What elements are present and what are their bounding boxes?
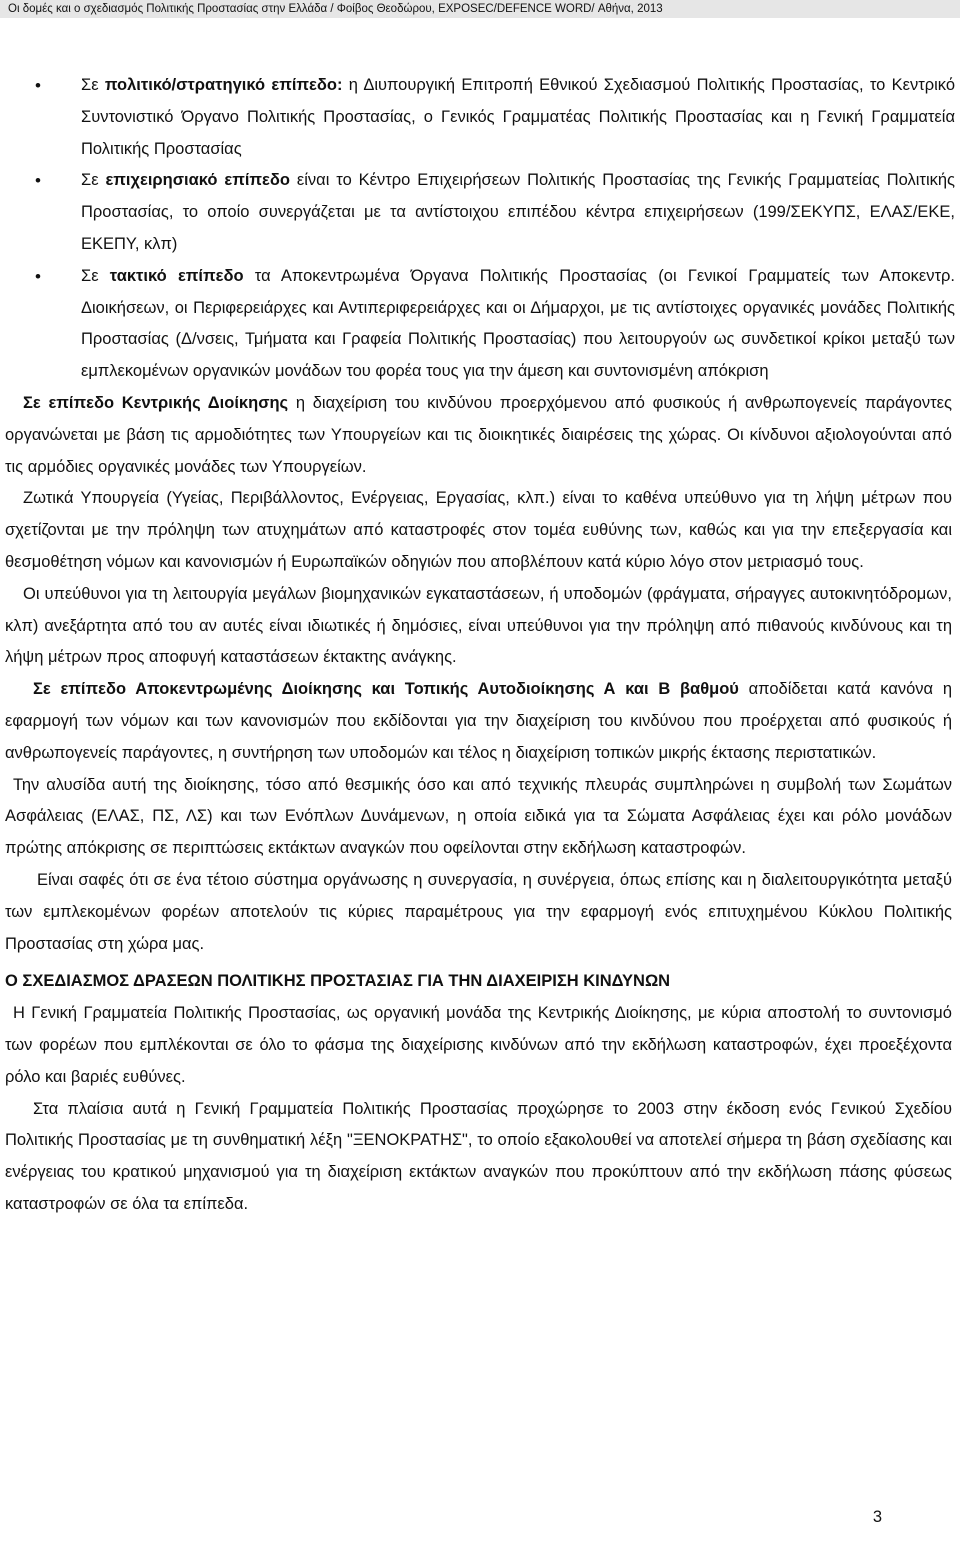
paragraph-cooperation: Είναι σαφές ότι σε ένα τέτοιο σύστημα οργάνωσης η συνεργασία, η συνέργεια, όπως επίσης και η διαλειτουργικότητα μεταξύ των εμπλεκομένων φορέων αποτελούν τις κύριες παραμέτρους για την εφαρμογή ενός επιτυχημένου Κύκλου Πολιτικής Προστασίας στη χώρα μας.: [5, 870, 952, 953]
running-header: Οι δομές και ο σχεδιασμός Πολιτικής Προστασίας στην Ελλάδα / Φοίβος Θεοδώρου, EXPOSEC/DEFENCE WORD/ Αθήνα, 2013: [0, 0, 960, 18]
section-heading: Ο ΣΧΕΔΙΑΣΜΟΣ ΔΡΑΣΕΩΝ ΠΟΛΙΤΙΚΗΣ ΠΡΟΣΤΑΣΙΑΣ ΓΙΑ ΤΗΝ ΔΙΑΧΕΙΡΙΣΗ ΚΙΝΔΥΝΩΝ: [5, 972, 671, 991]
levels-list: [0, 70, 960, 388]
list-item-strategic: • Σε πολιτικό/στρατηγικό επίπεδο: η Διυπουργική Επιτροπή Εθνικού Σχεδιασμού Πολιτικής Προστασίας, το Κεντρικό Συντονιστικό Όργανο Πολιτικής Προστασίας, ο Γενικός Γραμματέας Πολιτικής Προστασίας και η Γενική Γραμματεία Πολιτικής Προστασίας: [81, 70, 955, 165]
paragraph-command-chain: Την αλυσίδα αυτή της διοίκησης, τόσο από θεσμικής όσο και από τεχνικής πλευράς συμπληρώνει η συμβολή των Σωμάτων Ασφάλειας (ΕΛΑΣ, ΠΣ, ΛΣ) και των Ενόπλων Δυνάμενων, η οποία ειδικά για τα Σώματα Ασφάλειας έχει και ρόλο μονάδων πρώτης απόκρισης σε περιπτώσεις εκτάκτων αναγκών που οφείλονται στην εκδήλωση καταστροφών.: [5, 775, 952, 858]
paragraph-local-administration: Σε επίπεδο Αποκεντρωμένης Διοίκησης και Τοπικής Αυτοδιοίκησης Α και Β βαθμού αποδίδεται κατά κανόνα η εφαρμογή των νόμων και των κανονισμών που εκδίδονται για την διαχείριση του κινδύνου που προέρχεται από φυσικούς ή ανθρωπογενείς παράγοντες, η συντήρηση των υποδομών και τέλος η διαχείριση τοπικών μικρής έκτασης περιστατικών.: [5, 680, 952, 762]
list-item-tactical: • Σε τακτικό επίπεδο τα Αποκεντρωμένα Όργανα Πολιτικής Προστασίας (οι Γενικοί Γραμματείς των Αποκεντρ. Διοικήσεων, οι Περιφερειάρχες και Αντιπεριφερειάρχες και οι Δήμαρχοι, με τις αντίστοιχες οργανικές μονάδες Πολιτικής Προστασίας (Δ/νσεις, Τμήματα και Γραφεία Πολιτικής Προστασίας) που λειτουργούν ως συνδετικοί κρίκοι μεταξύ των εμπλεκομένων οργανικών μονάδων του φορέα τους για την άμεση και συντονισμένη απόκριση: [81, 261, 955, 388]
paragraph-operators: Οι υπεύθυνοι για τη λειτουργία μεγάλων βιομηχανικών εγκαταστάσεων, ή υποδομών (φράγματα, σήραγγες αυτοκινητόδρομων, κλπ) ανεξάρτητα από του αν αυτές είναι ιδιωτικές ή δημόσιες, είναι υπεύθυνοι για την πρόληψη από πιθανούς κινδύνους και τη λήψη μέτρων προς αποφυγή καταστάσεων έκτακτης ανάγκης.: [5, 584, 952, 667]
paragraph-central-administration: Σε επίπεδο Κεντρικής Διοίκησης η διαχείριση του κινδύνου προερχόμενου από φυσικούς ή ανθρωπογενείς παράγοντες οργανώνεται με βάση τις αρμοδιότητες των Υπουργείων και τις διοικητικές διαιρέσεις της χώρας. Οι κίνδυνοι αξιολογούνται από τις αρμόδιες οργανικές μονάδες των Υπουργείων.: [5, 393, 952, 476]
document-body: [0, 70, 960, 1221]
page-number: 3: [872, 1508, 882, 1526]
operational-level-label: επιχειρησιακό επίπεδο: [105, 171, 290, 190]
paragraph-ministries: Ζωτικά Υπουργεία (Υγείας, Περιβάλλοντος, Ενέργειας, Εργασίας, κλπ.) είναι το καθένα υπεύθυνο για τη λήψη μέτρων που σχετίζονται με την πρόληψη των ατυχημάτων από καταστροφές στον τομέα ευθύνης των, καθώς και για την επεξεργασία και θεσμοθέτηση νόμων και κανονισμών ή Ευρωπαϊκών οδηγιών που αποβλέπουν κατά κύριο λόγο στον μετριασμό τους.: [5, 489, 952, 571]
paragraph-general-secretariat: Η Γενική Γραμματεία Πολιτικής Προστασίας, ως οργανική μονάδα της Κεντρικής Διοίκησης, με κύρια αποστολή το συντονισμό των φορέων που εμπλέκονται σε όλο το φάσμα της διαχείρισης κινδύνων από την εκδήλωση καταστροφών, έχει προεξέχοντα ρόλο και βαριές ευθύνες.: [5, 1004, 952, 1086]
strategic-level-label: πολιτικό/στρατηγικό επίπεδο:: [104, 76, 343, 94]
list-item-operational: • Σε επιχειρησιακό επίπεδο είναι το Κέντρο Επιχειρήσεων Πολιτικής Προστασίας της Γενικής Γραμματείας Πολιτικής Προστασίας, το οποίο συνεργάζεται με τα αντίστοιχου επιπέδου κέντρα επιχειρήσεων (199/ΣΕΚΥΠΣ, ΕΛΑΣ/ΕΚΕ, ΕΚΕΠΥ, κλπ): [81, 165, 955, 260]
paragraph-xenokratis: Στα πλαίσια αυτά η Γενική Γραμματεία Πολιτικής Προστασίας προχώρησε το 2003 στην έκδοση ενός Γενικού Σχεδίου Πολιτικής Προστασίας με τη συνθηματική λέξη "ΞΕΝΟΚΡΑΤΗΣ", το οποίο εξακολουθεί να αποτελεί σήμερα τη βάση σχεδίασης και ενέργειας του κρατικού μηχανισμού για τη διαχείριση εκτάκτων αναγκών που προκύπτουν από την εκδήλωση πάσης φύσεως καταστροφών σε όλα τα επίπεδα.: [5, 1099, 952, 1213]
tactical-level-label: τακτικό επίπεδο: [109, 266, 244, 285]
